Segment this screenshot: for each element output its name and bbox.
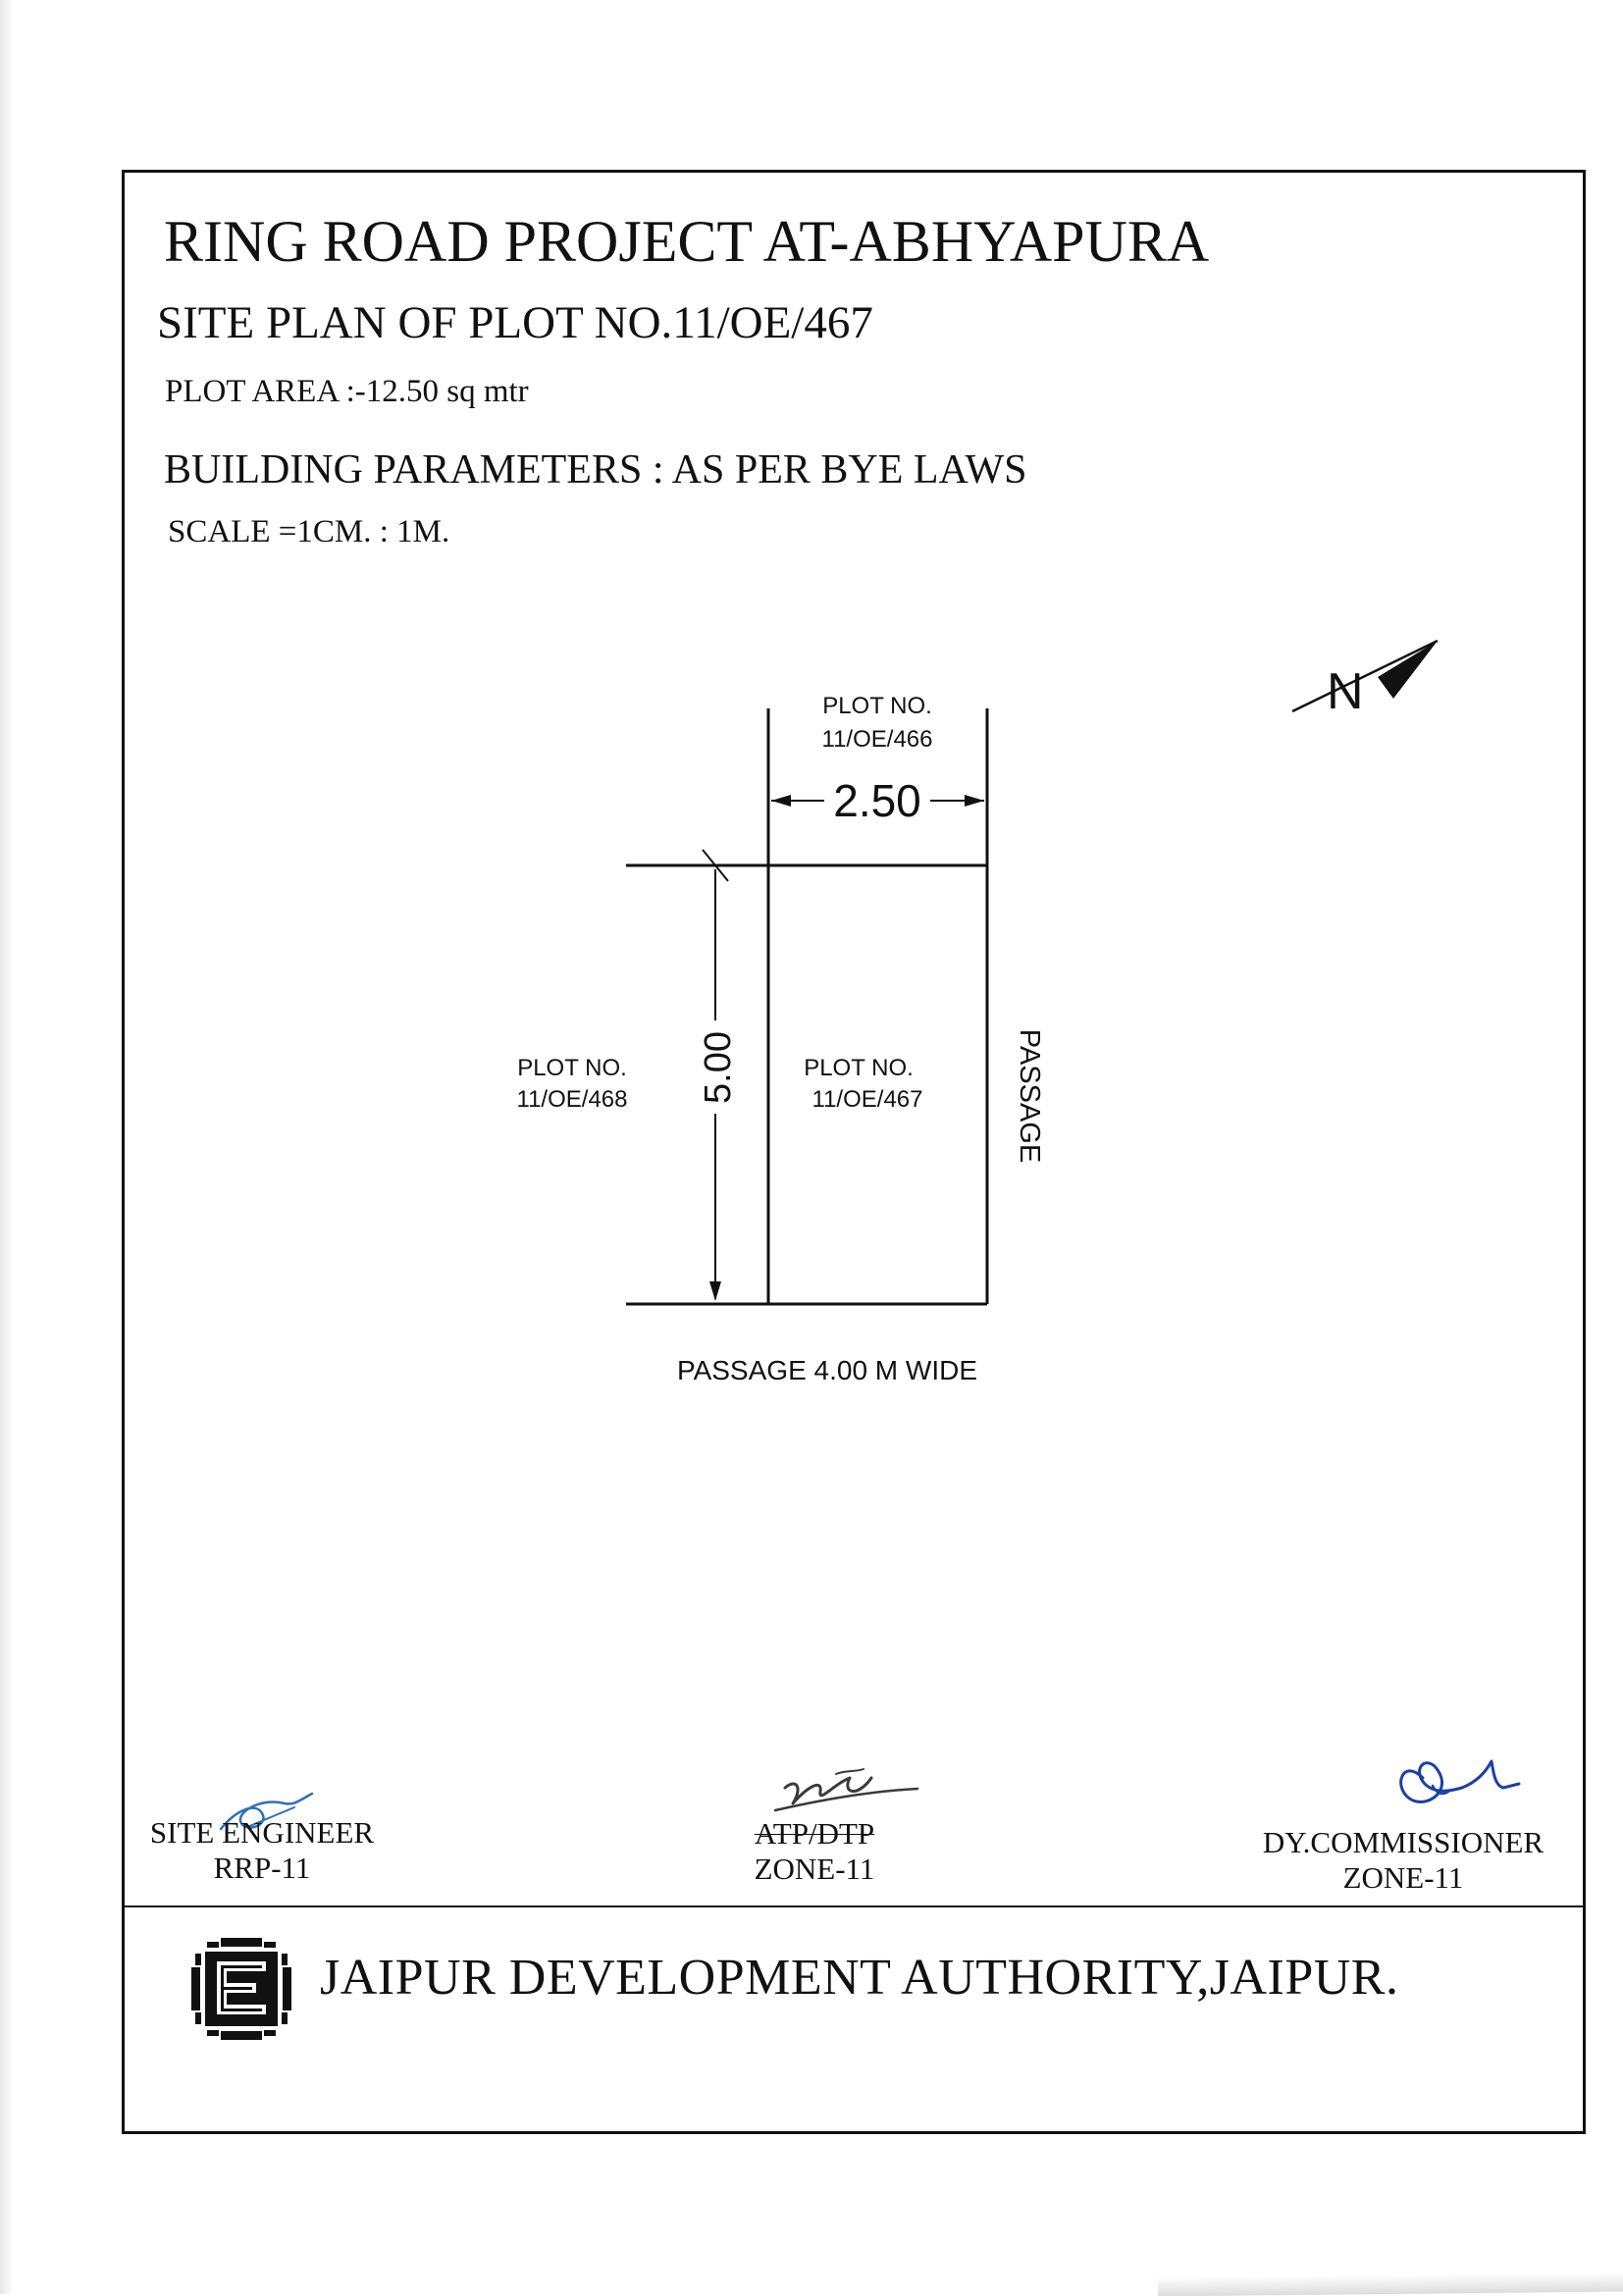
top-plot-label-line1: PLOT NO.: [822, 693, 932, 719]
footer-divider: [122, 1905, 1586, 1907]
authority-name: JAIPUR DEVELOPMENT AUTHORITY,JAIPUR.: [320, 1950, 1399, 2006]
drawing-scale: SCALE =1CM. : 1M.: [168, 514, 450, 549]
atp-dtp-block: [726, 1816, 903, 1887]
depth-dimension-label: 5.00: [698, 1031, 739, 1104]
subject-plot-label-line2: 11/OE/467: [812, 1086, 923, 1113]
dy-commissioner-role: DY.COMMISSIONER: [1262, 1825, 1544, 1859]
subject-plot-label-line1: PLOT NO.: [804, 1055, 914, 1081]
north-label: N: [1327, 663, 1364, 720]
north-arrow-icon: [1292, 641, 1438, 720]
site-engineer-office: RRP-11: [213, 1851, 311, 1885]
jda-emblem-icon: [191, 1938, 291, 2040]
side-passage-label: PASSAGE: [1014, 1028, 1045, 1164]
atp-dtp-zone: ZONE-11: [754, 1852, 875, 1886]
top-plot-label-line2: 11/OE/466: [821, 726, 933, 753]
dy-commissioner-signature-icon: [1401, 1761, 1519, 1801]
plot-area: PLOT AREA :-12.50 sq mtr: [165, 374, 529, 409]
width-dimension: [771, 775, 984, 826]
plan-subtitle: SITE PLAN OF PLOT NO.11/OE/467: [157, 297, 873, 348]
dy-commissioner-block: [1258, 1825, 1548, 1896]
project-title: RING ROAD PROJECT AT-ABHYAPURA: [164, 209, 1210, 274]
width-dimension-label: 2.50: [833, 775, 921, 826]
plot-boundaries: [626, 708, 987, 1304]
building-parameters: BUILDING PARAMETERS : AS PER BYE LAWS: [164, 447, 1027, 493]
site-engineer-block: [145, 1815, 379, 1886]
site-engineer-role: SITE ENGINEER: [149, 1815, 375, 1850]
atp-dtp-signature-icon: [775, 1769, 917, 1810]
dy-commissioner-zone: ZONE-11: [1342, 1860, 1464, 1895]
atp-dtp-role: ATP/DTP: [754, 1816, 875, 1851]
left-plot-label-line1: PLOT NO.: [517, 1055, 627, 1081]
front-passage-label: PASSAGE 4.00 M WIDE: [676, 1355, 978, 1385]
left-plot-label-line2: 11/OE/468: [516, 1086, 628, 1113]
depth-dimension: [698, 850, 739, 1301]
